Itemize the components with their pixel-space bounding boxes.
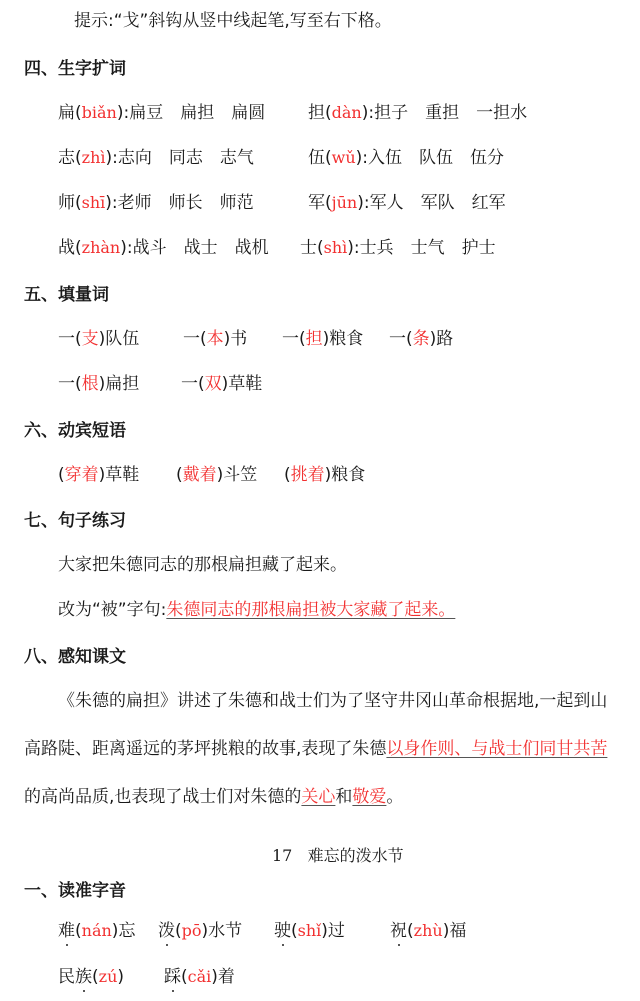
summary-line-3: 的高尚品质,也表现了战士们对朱德的关心和敬爱。 [24,787,404,807]
word-entry: 师(shī):老师 师长 师范 [58,193,254,213]
word-entry: 战(zhàn):战斗 战士 战机 [58,238,269,258]
tip-prefix: 提示: [74,11,114,31]
word-entry: 军(jūn):军人 军队 红军 [308,193,506,213]
measure-word-item: 一(支)队伍 [58,329,140,349]
section-heading-5: 五、填量词 [24,285,109,305]
tip-line [74,10,392,32]
rewrite-answer: 朱德同志的那根扁担被大家藏了起来。 [166,600,456,620]
verb-object-item: (戴着)斗笠 [176,465,258,485]
measure-word-item: 一(双)草鞋 [181,374,263,394]
measure-word-item: 一(条)路 [389,329,454,349]
measure-word-item: 一(担)粮食 [282,329,364,349]
word-entry: 士(shì):士兵 士气 护士 [300,238,496,258]
measure-word-item: 一(根)扁担 [58,374,140,394]
tip-text: 斜钩从竖中线起笔,写至右下格。 [148,11,392,31]
measure-word-item: 一(本)书 [183,329,248,349]
section-heading-4: 四、生字扩词 [24,59,126,79]
section-heading-read: 一、读准字音 [24,881,126,901]
pronunciation-item: 驶(shǐ)过 [274,921,345,941]
rewrite-line [58,599,455,621]
section-heading-6: 六、动宾短语 [24,421,126,441]
word-entry: 扁(biǎn):扁豆 扁担 扁圆 [58,103,266,123]
summary-line-1: 《朱德的扁担》讲述了朱德和战士们为了坚守井冈山革命根据地,一起到山 [58,691,608,711]
pronunciation-item: 祝(zhù)福 [390,921,467,941]
word-entry: 伍(wǔ):入伍 队伍 伍分 [308,148,505,168]
pronunciation-item: 踩(cǎi)着 [164,967,235,987]
section-heading-8: 八、感知课文 [24,647,126,667]
section-heading-7: 七、句子练习 [24,511,126,531]
pronunciation-item: 难(nán)忘 [58,921,136,941]
word-entry: 担(dàn):担子 重担 一担水 [308,103,528,123]
verb-object-item: (穿着)草鞋 [58,465,140,485]
rewrite-prompt: 改为“被”字句: [58,600,167,620]
word-entry: 志(zhì):志向 同志 志气 [58,148,254,168]
tip-quote: “戈” [113,11,149,31]
lesson-title: 17 难忘的泼水节 [272,846,404,865]
original-sentence: 大家把朱德同志的那根扁担藏了起来。 [58,555,347,575]
verb-object-item: (挑着)粮食 [284,465,366,485]
summary-line-2: 高路陡、距离遥远的茅坪挑粮的故事,表现了朱德以身作则、与战士们同甘共苦 [24,739,608,759]
pronunciation-item: 泼(pō)水节 [158,921,243,941]
pronunciation-item: 民族(zú) [58,967,125,987]
